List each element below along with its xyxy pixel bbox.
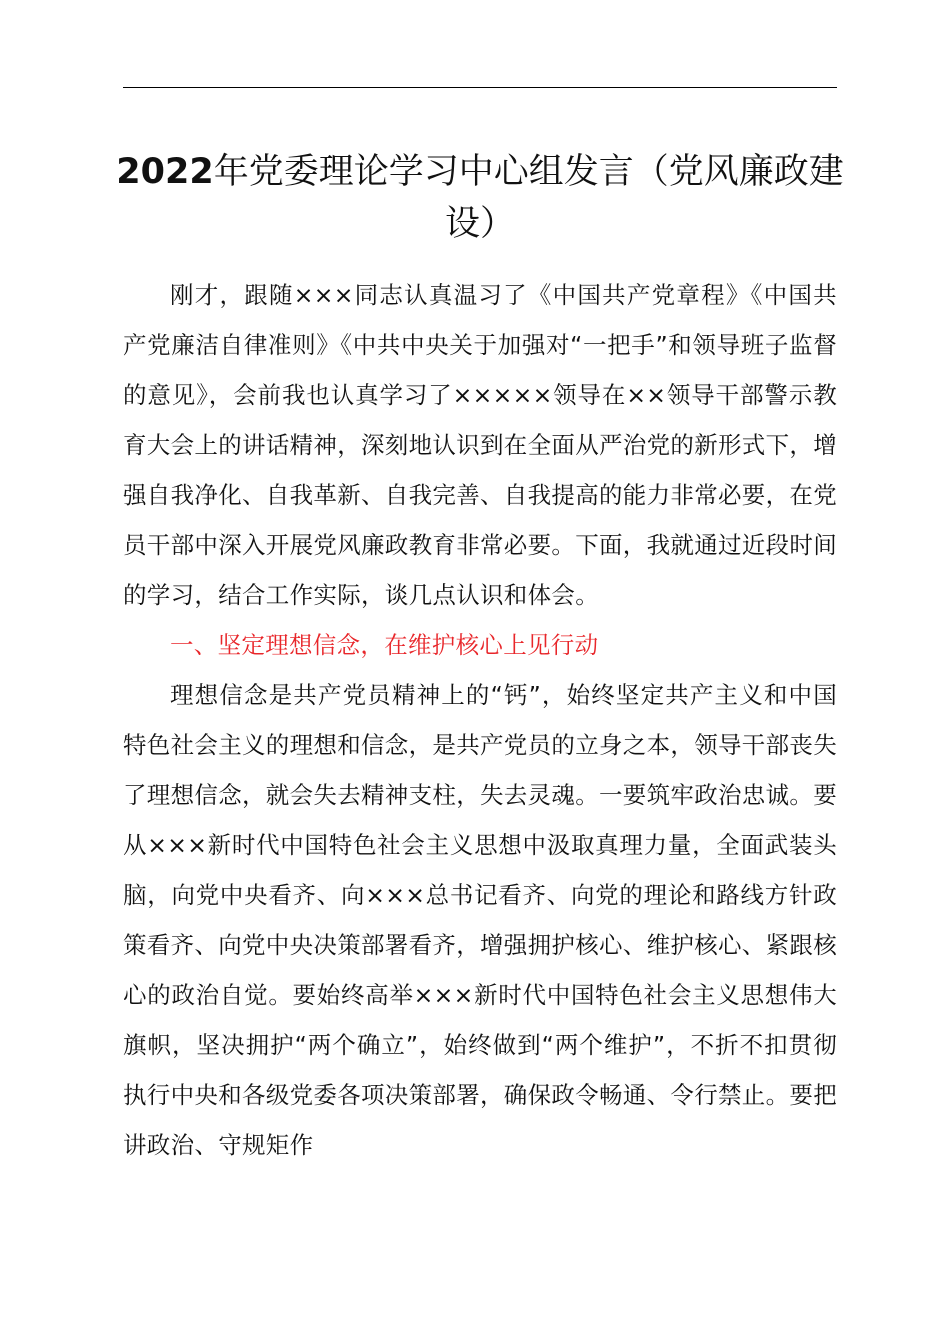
document-title — [110, 146, 850, 250]
title-text: 年党委理论学习中心组发言（党风廉政建设） — [213, 152, 844, 244]
section-heading-1: 一、坚定理想信念，在维护核心上见行动 — [170, 631, 599, 659]
section-1-paragraph: 理想信念是共产党员精神上的“钙”，始终坚定共产主义和中国特色社会主义的理想和信念，是共产党员的立身之本，领导干部丧失了理想信念，就会失去精神支柱，失去灵魂。一要筑牢政治忠诚。要从×××新时代中国特色社会主义思想中汲取真理力量，全面武装头脑，向党中央看齐、向×××总书记看齐、向党的理论和路线方针政策看齐、向党中央决策部署看齐，增强拥护核心、维护核心、紧跟核心的政治自觉。要始终高举×××新时代中国特色社会主义思想伟大旗帜，坚决拥护“两个确立”，始终做到“两个维护”，不折不扣贯彻执行中央和各级党委各项决策部署，确保政令畅通、令行禁止。要把讲政治、守规矩作 — [123, 681, 837, 1159]
document-body — [123, 270, 837, 1170]
header-rule — [123, 87, 837, 88]
title-year: 2022 — [116, 152, 214, 192]
intro-paragraph: 刚才，跟随×××同志认真温习了《中国共产党章程》《中国共产党廉洁自律准则》《中共中央关于加强对“一把手”和领导班子监督的意见》，会前我也认真学习了×××××领导在××领导干部警示教育大会上的讲话精神，深刻地认识到在全面从严治党的新形式下，增强自我净化、自我革新、自我完善、自我提高的能力非常必要，在党员干部中深入开展党风廉政教育非常必要。下面，我就通过近段时间的学习，结合工作实际，谈几点认识和体会。 — [123, 281, 837, 609]
